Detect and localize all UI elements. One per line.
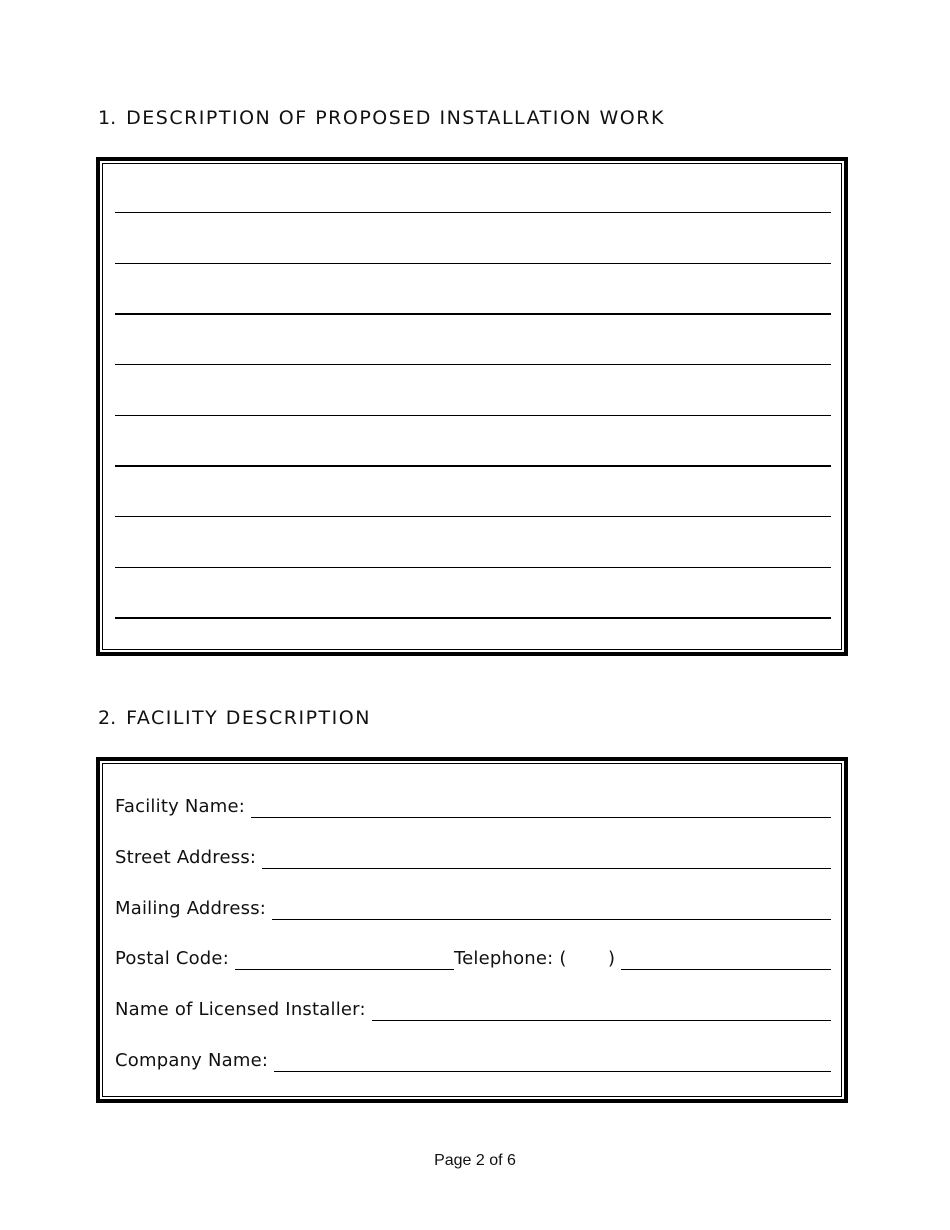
description-line-6[interactable]: [115, 465, 831, 467]
licensed-installer-label: Name of Licensed Installer:: [115, 999, 366, 1020]
mailing-address-field[interactable]: [272, 895, 831, 920]
licensed-installer-field[interactable]: [372, 996, 831, 1021]
description-line-8[interactable]: [115, 567, 831, 568]
description-line-9[interactable]: [115, 617, 831, 619]
description-line-7[interactable]: [115, 516, 831, 517]
company-name-field[interactable]: [274, 1047, 831, 1072]
facility-name-label: Facility Name:: [115, 796, 246, 817]
description-line-5[interactable]: [115, 415, 831, 416]
telephone-field[interactable]: [621, 945, 831, 970]
description-line-1[interactable]: [115, 212, 831, 213]
section-2-title: FACILITY DESCRIPTION: [126, 707, 371, 729]
description-line-2[interactable]: [115, 263, 831, 264]
installation-work-box: [96, 157, 848, 656]
licensed-installer-row: [115, 991, 831, 1021]
facility-name-row: [115, 788, 831, 818]
facility-name-field[interactable]: [251, 793, 831, 818]
facility-fields: [102, 763, 842, 1097]
street-address-label: Street Address:: [115, 847, 257, 868]
section-1-title: DESCRIPTION OF PROPOSED INSTALLATION WORK: [126, 107, 665, 129]
street-address-row: [115, 839, 831, 869]
company-name-row: [115, 1042, 831, 1072]
street-address-field[interactable]: [262, 844, 831, 869]
postal-code-label: Postal Code:: [115, 948, 229, 969]
section-2-number: 2.: [98, 707, 117, 729]
mailing-address-row: [115, 890, 831, 920]
description-line-4[interactable]: [115, 364, 831, 365]
telephone-label: Telephone: ( ): [453, 948, 616, 969]
mailing-address-label: Mailing Address:: [115, 898, 267, 919]
description-line-3[interactable]: [115, 313, 831, 315]
page-number: Page 2 of 6: [434, 1152, 516, 1169]
postal-telephone-row: [115, 940, 831, 970]
installation-work-lines[interactable]: [102, 163, 842, 650]
postal-code-field[interactable]: [235, 945, 454, 970]
company-name-label: Company Name:: [115, 1050, 269, 1071]
section-1-number: 1.: [98, 107, 117, 129]
section-2-heading: [98, 707, 371, 729]
section-1-heading: [98, 107, 665, 129]
facility-description-box: [96, 757, 848, 1103]
